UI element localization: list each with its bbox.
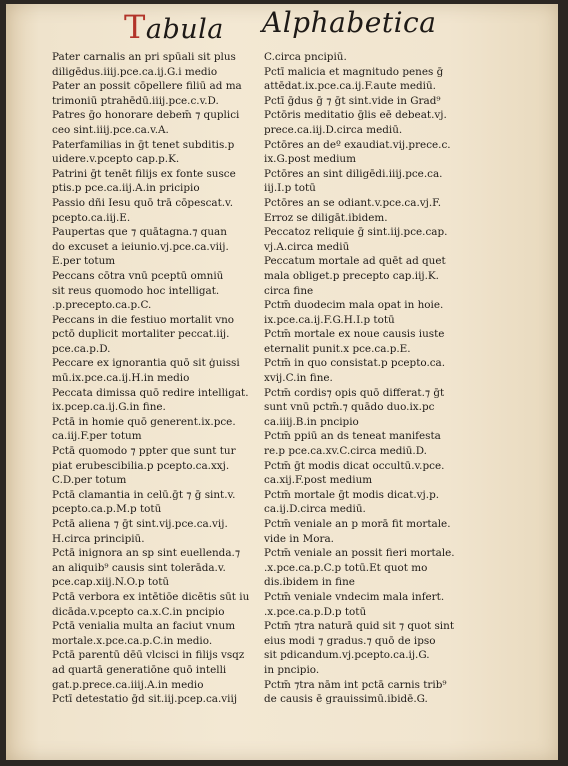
index-line: Patres ḡo honorare debem̄ ⁊ quplici — [52, 109, 240, 122]
index-line: attēdat.ix.pce.ca.ij.F.aute mediū. — [264, 80, 436, 93]
manuscript-page — [6, 4, 558, 760]
index-line: pce.ca.p.D. — [52, 342, 111, 355]
index-line: E.per totum — [52, 255, 116, 268]
index-line: Pctā in homie quō generent.ix.pce. — [52, 415, 236, 428]
index-line: Pctī malicia et magnitudo penes ḡ — [264, 65, 444, 78]
index-line: H.circa principiū. — [52, 532, 145, 545]
index-line: ca.iij.F.per totum — [52, 430, 142, 443]
index-line: ad quartā generatiōne quō intelli — [52, 663, 227, 676]
index-line: ix.pce.ca.ij.F.G.H.I.p totū — [264, 313, 395, 326]
index-line: diligēdus.iiij.pce.ca.ij.G.i medio — [52, 65, 218, 78]
index-line: C.D.per totum — [52, 474, 127, 487]
index-line: Pctm̄ duodecim mala opat in hoie. — [264, 299, 444, 312]
index-line: dis.ibidem in fine — [264, 576, 355, 589]
index-line: Paterfamilias in ḡt tenet subditis.p — [52, 138, 235, 151]
index-line: Patrini ḡt tenēt filijs ex fonte susce — [52, 167, 236, 180]
index-line: mala obliget.p precepto cap.iij.K. — [264, 269, 439, 282]
index-line: do excuset a ieiunio.vj.pce.ca.viij. — [52, 240, 229, 253]
index-line: piat erubescibilia.p pcepto.ca.xxj. — [52, 459, 230, 472]
index-line: Paupertas que ⁊ quātagna.⁊ quan — [52, 226, 227, 239]
index-line: Peccatum mortale ad quēt ad quet — [264, 255, 446, 268]
index-line: Pctm̄ ḡt modis dicat occultū.v.pce. — [264, 459, 445, 472]
index-line: Pctm̄ ⁊tra naturā quid sit ⁊ quot sint — [264, 620, 454, 633]
index-line: Pctā quomodo ⁊ ppter que sunt tur — [52, 445, 236, 458]
index-line: mortale.x.pce.ca.p.C.in medio. — [52, 634, 213, 647]
index-line: dicāda.v.pcepto ca.x.C.in pncipio — [52, 605, 225, 618]
index-line: Pctī ḡdus ḡ ⁊ ḡt sint.vide in Grad⁹ — [264, 94, 441, 107]
index-line: vide in Mora. — [264, 532, 334, 545]
index-line: ix.G.post medium — [264, 153, 356, 166]
index-line: Pctm̄ mortale ḡt modis dicat.vj.p. — [264, 488, 440, 501]
title-tabula — [124, 8, 224, 46]
index-line: pcepto.ca.iij.E. — [52, 211, 131, 224]
index-line: Pctm̄ veniale an p morā fit mortale. — [264, 518, 451, 530]
index-line: prece.ca.iij.D.circa mediū. — [264, 123, 403, 136]
index-line: Pctm̄ in quo consistat.p pcepto.ca. — [264, 357, 446, 370]
index-line: mū.ix.pce.ca.ij.H.in medio — [52, 372, 190, 385]
index-line: Pctī detestatio ḡd sit.iij.pcep.ca.viij — [52, 693, 238, 706]
index-line: Peccata dimissa quō redire intelligat. — [52, 386, 249, 399]
index-line: Peccatoz reliquie ḡ sint.iij.pce.cap. — [264, 226, 448, 239]
index-line: .x.pce.ca.p.C.p totū.Et quot mo — [264, 561, 428, 574]
index-line: Pctōris meditatio ḡlis eē debeat.vj. — [264, 109, 447, 122]
index-line: eius modi ⁊ gradus.⁊ quō de ipso — [264, 634, 436, 647]
index-line: .p.precepto.ca.p.C. — [52, 299, 152, 312]
right-column — [264, 50, 455, 707]
index-line: an aliquib⁹ causis sint tolerāda.v. — [52, 561, 226, 574]
index-line: Passio dñi Iesu quō trā cōpescat.v. — [52, 196, 233, 209]
title-left-rest: abula — [145, 14, 224, 45]
index-line: Pater carnalis an pri spūali sit plus — [52, 51, 236, 63]
left-column — [52, 50, 249, 707]
index-line: Pctā venialia multa an faciut vnum — [52, 620, 236, 633]
index-line: Pctm̄ mortale ex noue causis iuste — [264, 328, 445, 341]
index-line: vj.A.circa mediū — [264, 240, 350, 253]
title-alphabetica: Alphabetica — [262, 6, 437, 39]
index-line: iij.I.p totū — [264, 182, 316, 195]
index-line: gat.p.prece.ca.iiij.A.in medio — [52, 678, 204, 691]
index-line: ca.iiij.B.in pncipio — [264, 415, 359, 428]
index-line: ca.ij.D.circa mediū. — [264, 503, 366, 516]
index-line: .x.pce.ca.p.D.p totū — [264, 605, 367, 618]
index-line: in pncipio. — [264, 663, 320, 676]
index-line: Pctōres an sint diligēdi.iiij.pce.ca. — [264, 167, 443, 180]
index-line: sunt vnū pctm̄.⁊ quādo duo.ix.pc — [264, 401, 435, 414]
index-line: Peccans in die festiuo mortalit vno — [52, 313, 235, 326]
index-line: eternalit punit.x pce.ca.p.E. — [264, 342, 411, 355]
index-line: Pctm̄ ppiū an ds teneat manifesta — [264, 430, 441, 443]
index-line: uidere.v.pcepto cap.p.K. — [52, 153, 180, 166]
index-line: ceo sint.iiij.pce.ca.v.A. — [52, 123, 169, 136]
index-line: Pater an possit cōpellere filiū ad ma — [52, 80, 242, 93]
index-line: Pctōres an se odiant.v.pce.ca.vj.F. — [264, 196, 442, 209]
index-line: Pctā parentū dēū vlcisci in filijs vsqz — [52, 649, 245, 662]
index-line: Pctm̄ veniale vndecim mala infert. — [264, 590, 445, 603]
index-line: Peccans cōtra vnū pceptū omniū — [52, 269, 224, 282]
index-line: ptis.p pce.ca.iij.A.in pricipio — [52, 182, 200, 195]
index-line: sit pdicandum.vj.pcepto.ca.ij.G. — [264, 649, 430, 662]
index-line: circa fine — [264, 284, 314, 297]
index-line: Erroz se diligāt.ibidem. — [264, 211, 388, 224]
index-line: C.circa pncipiū. — [264, 51, 347, 63]
title-initial: T — [124, 8, 146, 46]
index-line: Pctā clamantia in celū.ḡt ⁊ ḡ sint.v. — [52, 488, 236, 501]
index-line: Pctā aliena ⁊ ḡt sint.vij.pce.ca.vij. — [52, 518, 228, 530]
index-line: Pctā inignora an sp sint euellenda.⁊ — [52, 547, 240, 560]
index-line: de causis ē grauissimū.ibidē.G. — [264, 693, 428, 706]
index-line: Peccare ex ignorantia quō sit ġuissi — [52, 357, 240, 370]
index-line: Pctm̄ ⁊tra nām int pctā carnis trib⁹ — [264, 678, 447, 691]
index-line: Pctm̄ cordis⁊ opis quō differat.⁊ ḡt — [264, 386, 445, 399]
index-line: Pctm̄ veniale an possit fieri mortale. — [264, 547, 455, 560]
index-line: re.p pce.ca.xv.C.circa mediū.D. — [264, 445, 427, 458]
index-line: ca.xij.F.post medium — [264, 474, 373, 487]
index-line: pcepto.ca.p.M.p totū — [52, 503, 162, 516]
index-line: sit reus quomodo hoc intelligat. — [52, 284, 220, 297]
index-line: trimoniū ptrahēdū.iiij.pce.c.v.D. — [52, 94, 219, 107]
index-line: Pctā verbora ex intētiōe dicētis sūt iu — [52, 590, 250, 603]
index-line: Pctōres an deº exaudiat.vij.prece.c. — [264, 138, 451, 151]
index-line: xvij.C.in fine. — [264, 372, 333, 385]
index-line: pctō duplicit mortaliter peccat.iij. — [52, 328, 230, 341]
index-line: ix.pcep.ca.ij.G.in fine. — [52, 401, 166, 414]
index-line: pce.cap.xiij.N.O.p totū — [52, 576, 170, 589]
